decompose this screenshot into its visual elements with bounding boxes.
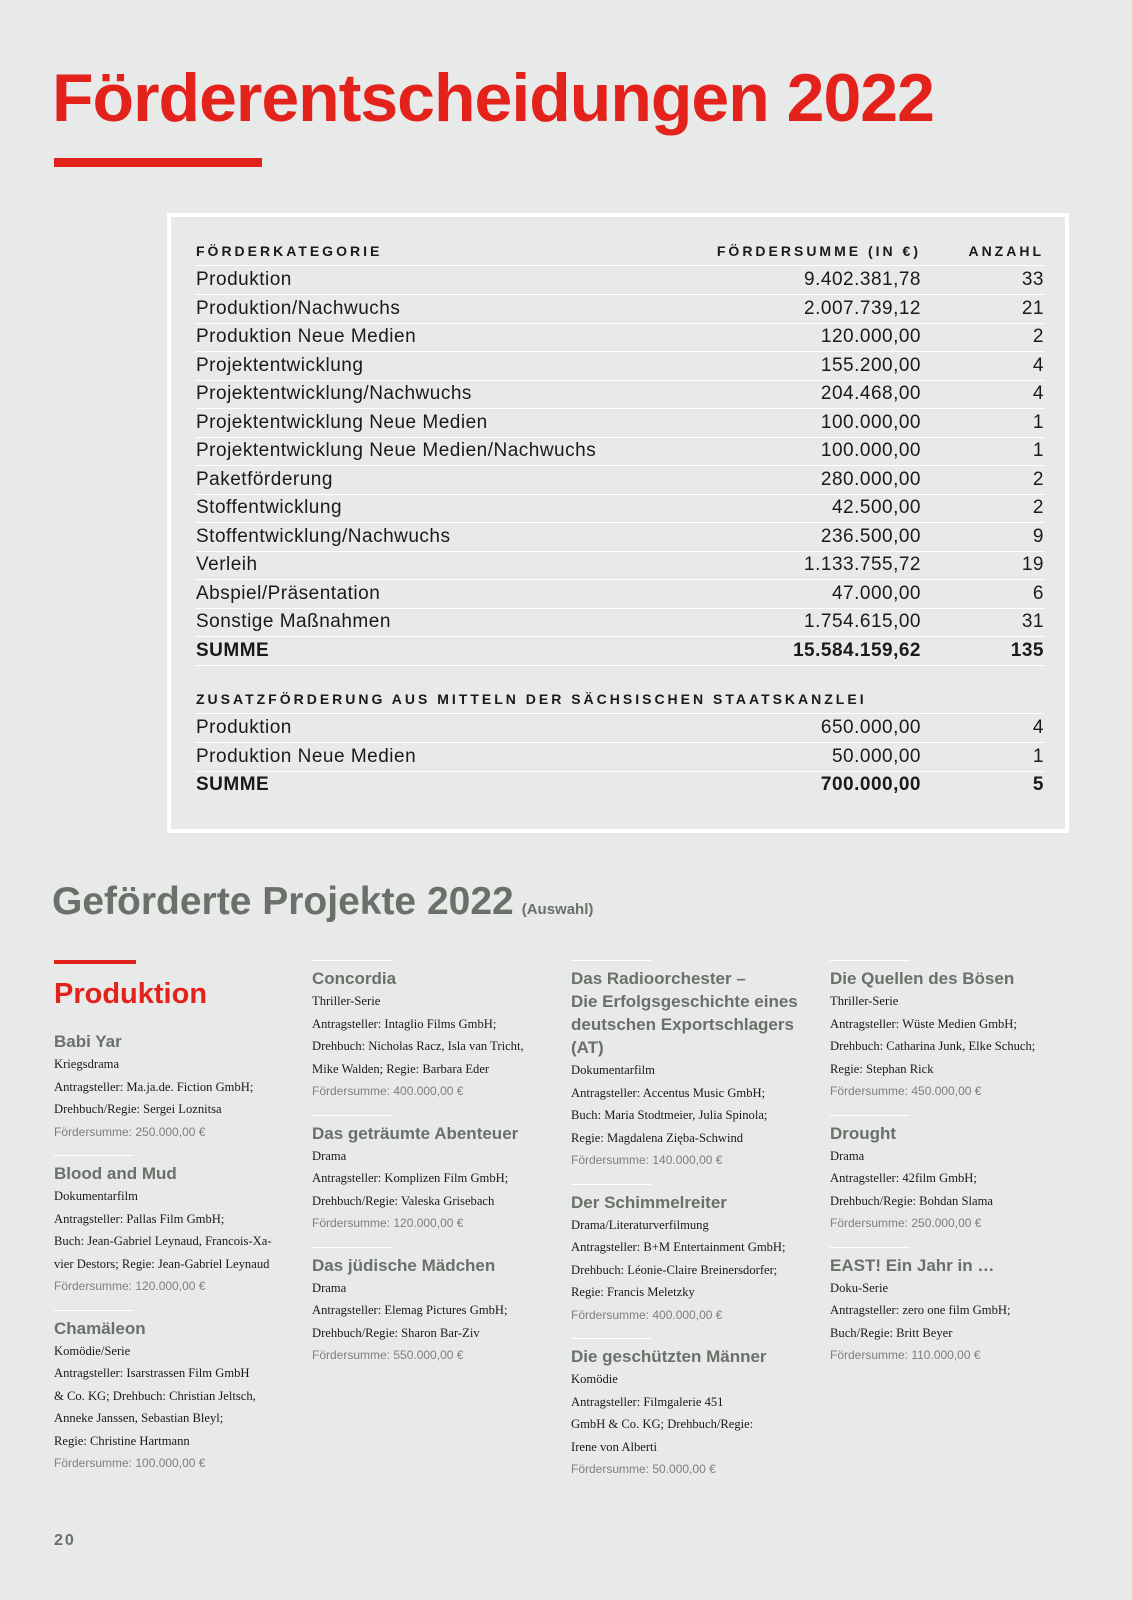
project-funding-sum: Fördersumme: 400.000,00 € — [312, 1084, 464, 1098]
project-title: Der Schimmelreiter — [571, 1192, 727, 1212]
column-header-count: ANZAHL — [968, 243, 1044, 259]
row-category: Projektentwicklung/Nachwuchs — [196, 383, 472, 404]
project-genre: Thriller-Serie — [830, 994, 899, 1008]
row-sum: 280.000,00 — [820, 468, 921, 490]
project-detail: GmbH & Co. KG; Drehbuch/Regie: — [571, 1417, 754, 1431]
row-count: 21 — [1021, 297, 1044, 319]
project-entry — [830, 960, 1075, 1103]
project-entry — [830, 1115, 1075, 1235]
project-detail: Irene von Alberti — [571, 1439, 658, 1454]
project-detail: Antragsteller: Pallas Film GmbH; — [54, 1211, 225, 1226]
row-sum: 100.000,00 — [820, 411, 921, 433]
entry-divider — [571, 1184, 651, 1185]
project-detail: Drehbuch: Léonie-Claire Breinersdorfer; — [571, 1262, 778, 1277]
project-detail: Antragsteller: B+M Entertainment GmbH; — [571, 1240, 786, 1254]
extra-funding-heading: ZUSATZFÖRDERUNG AUS MITTELN DER SÄCHSISCHEN STAATSKANZLEI — [196, 685, 1044, 714]
project-detail: Drehbuch/Regie: Valeska Grisebach — [312, 1193, 495, 1208]
total-count: 5 — [1032, 774, 1044, 795]
table-header-row — [196, 237, 1044, 266]
project-detail: Antragsteller: Ma.ja.de. Fiction GmbH; — [54, 1079, 254, 1094]
funding-table — [167, 213, 1069, 833]
project-genre: Doku-Serie — [830, 1280, 889, 1295]
row-sum: 155.200,00 — [820, 354, 921, 376]
total-count: 135 — [1010, 639, 1044, 661]
project-title: Das geträumte Abenteuer — [312, 1123, 519, 1143]
title-underline — [54, 158, 262, 167]
project-funding-sum: Fördersumme: 250.000,00 € — [54, 1124, 206, 1139]
row-count: 9 — [1032, 525, 1044, 547]
project-entry — [54, 1030, 299, 1143]
row-category: Produktion — [196, 269, 292, 290]
project-detail: Antragsteller: Elemag Pictures GmbH; — [312, 1303, 508, 1317]
project-detail: Mike Walden; Regie: Barbara Eder — [312, 1061, 490, 1076]
entry-divider — [571, 960, 651, 961]
row-category: Paketförderung — [196, 468, 333, 490]
row-sum: 2.007.739,12 — [804, 297, 921, 319]
row-count: 2 — [1032, 326, 1044, 347]
entry-divider — [830, 960, 910, 961]
row-count: 33 — [1021, 269, 1044, 290]
project-funding-sum: Fördersumme: 450.000,00 € — [830, 1084, 982, 1098]
project-entry — [571, 960, 816, 1172]
project-entry — [312, 960, 557, 1103]
project-funding-sum: Fördersumme: 100.000,00 € — [54, 1456, 206, 1470]
row-count: 1 — [1032, 440, 1044, 461]
row-category: Produktion Neue Medien — [196, 326, 417, 347]
project-detail: Regie: Christine Hartmann — [54, 1433, 190, 1448]
project-title-line: Die Erfolgsgeschichte eines — [571, 992, 798, 1011]
project-entry — [312, 1115, 557, 1235]
project-entry — [312, 1247, 557, 1367]
project-detail: Antragsteller: Isarstrassen Film GmbH — [54, 1366, 250, 1380]
project-detail: Antragsteller: Filmgalerie 451 — [571, 1394, 724, 1409]
project-entry — [571, 1184, 816, 1327]
project-entry — [54, 1310, 299, 1475]
project-title: Die geschützten Männer — [571, 1347, 767, 1366]
project-funding-sum: Fördersumme: 120.000,00 € — [312, 1216, 464, 1230]
table-row — [196, 352, 1044, 381]
table-total-row — [196, 637, 1044, 666]
project-detail: Drehbuch/Regie: Sergei Loznitsa — [54, 1102, 222, 1116]
category-rule — [54, 960, 136, 964]
table-row — [196, 494, 1044, 523]
entry-divider — [54, 1155, 134, 1156]
entry-divider — [312, 1247, 392, 1248]
projects-column-4 — [830, 960, 1075, 1379]
projects-section-title — [52, 880, 593, 924]
entry-divider — [830, 1115, 910, 1116]
row-count: 1 — [1032, 411, 1044, 433]
row-sum: 100.000,00 — [820, 440, 921, 461]
project-funding-sum: Fördersumme: 550.000,00 € — [312, 1348, 464, 1362]
row-category: Produktion — [196, 717, 292, 738]
table-row — [196, 551, 1044, 580]
project-detail: Anneke Janssen, Sebastian Bleyl; — [54, 1411, 224, 1425]
row-category: Projektentwicklung — [196, 354, 364, 376]
row-count: 2 — [1032, 497, 1044, 518]
row-category: Projektentwicklung Neue Medien/Nachwuchs — [196, 440, 597, 461]
project-funding-sum: Fördersumme: 250.000,00 € — [830, 1216, 982, 1230]
row-count: 6 — [1032, 582, 1044, 604]
row-count: 31 — [1021, 611, 1044, 632]
project-title-line: Das Radioorchester – — [571, 969, 746, 988]
row-category: Stoffentwicklung — [196, 497, 343, 518]
total-label: SUMME — [196, 774, 270, 795]
project-genre: Dokumentarfilm — [54, 1189, 138, 1203]
project-genre: Komödie — [571, 1372, 618, 1386]
projects-column-1 — [54, 960, 299, 1487]
row-category: Produktion Neue Medien — [196, 745, 417, 767]
project-detail: Antragsteller: zero one film GmbH; — [830, 1303, 1011, 1317]
project-entry — [54, 1155, 299, 1298]
project-genre: Kriegsdrama — [54, 1057, 120, 1071]
page-number: 20 — [54, 1532, 76, 1549]
project-genre: Thriller-Serie — [312, 994, 381, 1008]
row-count: 2 — [1032, 468, 1044, 490]
project-detail: Antragsteller: Komplizen Film GmbH; — [312, 1171, 509, 1185]
row-sum: 1.133.755,72 — [804, 554, 921, 575]
table-row — [196, 466, 1044, 495]
project-genre: Drama/Literaturverfilmung — [571, 1217, 709, 1232]
project-detail: & Co. KG; Drehbuch: Christian Jeltsch, — [54, 1388, 256, 1403]
project-entry — [830, 1247, 1075, 1367]
project-title: Blood and Mud — [54, 1164, 177, 1183]
total-sum: 15.584.159,62 — [792, 639, 921, 661]
project-detail: Antragsteller: 42film GmbH; — [830, 1171, 977, 1185]
extra-table-row — [196, 714, 1044, 743]
project-title: Drought — [830, 1123, 897, 1143]
project-detail: Drehbuch: Catharina Junk, Elke Schuch; — [830, 1039, 1036, 1053]
project-detail: Antragsteller: Accentus Music GmbH; — [571, 1085, 766, 1100]
project-detail: Drehbuch: Nicholas Racz, Isla van Tricht, — [312, 1039, 524, 1053]
table-row — [196, 608, 1044, 637]
projects-title-text: Geförderte Projekte 2022 — [52, 880, 514, 923]
entry-divider — [312, 960, 392, 961]
column-header-category: FÖRDERKATEGORIE — [196, 243, 383, 259]
project-genre: Drama — [312, 1280, 347, 1295]
project-title: Chamäleon — [54, 1318, 146, 1338]
row-sum: 50.000,00 — [831, 745, 921, 767]
row-category: Produktion/Nachwuchs — [196, 297, 401, 319]
column-header-sum: FÖRDERSUMME (IN €) — [716, 243, 921, 259]
row-category: Abspiel/Präsentation — [196, 582, 381, 604]
project-funding-sum: Fördersumme: 110.000,00 € — [830, 1348, 981, 1362]
project-title: EAST! Ein Jahr in … — [830, 1255, 995, 1275]
project-genre: Drama — [312, 1148, 347, 1163]
entry-divider — [312, 1115, 392, 1116]
row-count: 1 — [1032, 745, 1044, 767]
entry-divider — [830, 1247, 910, 1248]
row-sum: 236.500,00 — [820, 525, 921, 547]
project-title: Das jüdische Mädchen — [312, 1255, 496, 1275]
project-detail: Antragsteller: Intaglio Films GmbH; — [312, 1016, 497, 1031]
project-detail: Drehbuch/Regie: Sharon Bar-Ziv — [312, 1325, 480, 1340]
table-row — [196, 580, 1044, 609]
project-genre: Dokumentarfilm — [571, 1063, 655, 1077]
row-sum: 47.000,00 — [831, 582, 921, 604]
project-funding-sum: Fördersumme: 50.000,00 € — [571, 1462, 716, 1476]
project-title: Babi Yar — [54, 1032, 122, 1051]
project-funding-sum: Fördersumme: 140.000,00 € — [571, 1153, 723, 1167]
projects-subtitle: (Auswahl) — [521, 901, 594, 918]
entry-divider — [571, 1338, 651, 1339]
projects-column-3 — [571, 960, 816, 1493]
total-sum: 700.000,00 — [820, 774, 921, 795]
project-detail: Buch: Jean-Gabriel Leynaud, Francois-Xa- — [54, 1234, 272, 1248]
project-detail: Buch: Maria Stodtmeier, Julia Spinola; — [571, 1108, 768, 1122]
row-count: 4 — [1032, 383, 1044, 404]
project-detail: Buch/Regie: Britt Beyer — [830, 1325, 953, 1340]
category-title: Produktion — [54, 978, 208, 1010]
row-count: 4 — [1032, 354, 1044, 376]
page-title: Förderentscheidungen 2022 — [52, 60, 934, 136]
project-funding-sum: Fördersumme: 120.000,00 € — [54, 1279, 206, 1293]
row-sum: 204.468,00 — [820, 383, 921, 404]
project-title: Die Quellen des Bösen — [830, 969, 1015, 988]
project-title-line: deutschen Exportschlagers (AT) — [571, 1015, 794, 1057]
project-funding-sum: Fördersumme: 400.000,00 € — [571, 1307, 723, 1322]
project-genre: Drama — [830, 1148, 865, 1163]
row-sum: 650.000,00 — [820, 717, 921, 738]
row-category: Projektentwicklung Neue Medien — [196, 411, 488, 433]
table-row — [196, 523, 1044, 552]
projects-column-2 — [312, 960, 557, 1379]
row-sum: 42.500,00 — [831, 497, 921, 518]
table-row — [196, 380, 1044, 409]
table-row — [196, 295, 1044, 324]
project-detail: Antragsteller: Wüste Medien GmbH; — [830, 1016, 1017, 1031]
row-count: 19 — [1021, 554, 1044, 575]
project-detail: Regie: Stephan Rick — [830, 1061, 934, 1076]
extra-table-row — [196, 743, 1044, 772]
row-category: Verleih — [196, 554, 258, 575]
row-sum: 1.754.615,00 — [804, 611, 921, 632]
table-row — [196, 266, 1044, 295]
row-sum: 120.000,00 — [820, 326, 921, 347]
project-detail: Regie: Francis Meletzky — [571, 1285, 695, 1299]
entry-divider — [54, 1310, 134, 1311]
row-sum: 9.402.381,78 — [804, 269, 921, 290]
table-row — [196, 437, 1044, 466]
total-label: SUMME — [196, 639, 270, 661]
project-genre: Komödie/Serie — [54, 1343, 131, 1358]
project-title: Concordia — [312, 969, 397, 988]
row-count: 4 — [1032, 717, 1044, 738]
project-detail: Regie: Magdalena Zięba-Schwind — [571, 1130, 744, 1145]
row-category: Stoffentwicklung/Nachwuchs — [196, 525, 451, 547]
project-detail: Drehbuch/Regie: Bohdan Slama — [830, 1193, 993, 1208]
table-row — [196, 409, 1044, 438]
project-entry — [571, 1338, 816, 1481]
project-detail: vier Destors; Regie: Jean-Gabriel Leynaud — [54, 1256, 270, 1271]
row-category: Sonstige Maßnahmen — [196, 611, 391, 632]
table-row — [196, 323, 1044, 352]
extra-total-row — [196, 771, 1044, 799]
